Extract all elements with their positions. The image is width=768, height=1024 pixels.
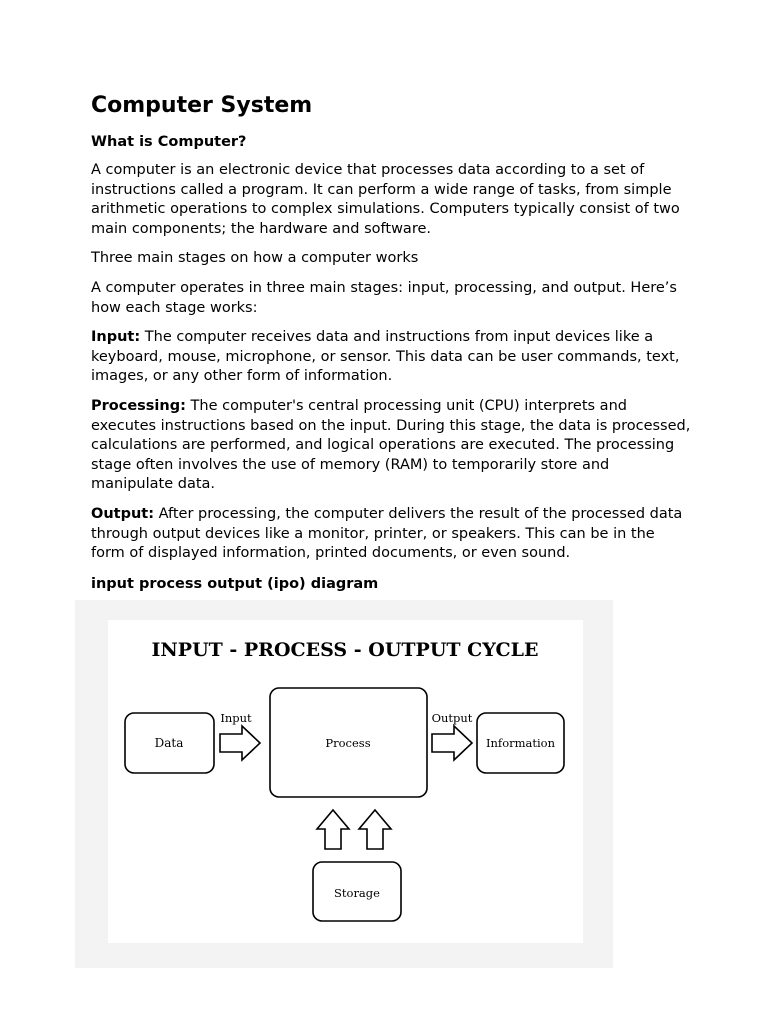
- input-arrow: [220, 726, 260, 760]
- storage-up-arrow-right: [359, 810, 391, 849]
- stages-intro-paragraph: A computer operates in three main stages: input, processing, and output. Here’s how each stage works:: [91, 279, 677, 316]
- output-text: After processing, the computer delivers the result of the processed data through output devices like a monitor, printer, or speakers. This can be in the form of displayed information, printed documents, or even sound.: [91, 505, 683, 562]
- output-arrow-label: Output: [431, 711, 473, 725]
- ipo-diagram-canvas: [108, 620, 583, 943]
- figure-caption: input process output (ipo) diagram: [91, 575, 379, 592]
- output-arrow: [432, 726, 472, 760]
- output-paragraph: [91, 505, 691, 564]
- document-body: [91, 91, 691, 594]
- output-label: Output:: [91, 505, 155, 522]
- page-title: Computer System: [91, 93, 313, 118]
- processing-label: Processing:: [91, 397, 186, 414]
- data-box-label: Data: [154, 736, 184, 750]
- information-box-label: Information: [485, 736, 556, 750]
- processing-text: The computer's central processing unit (CPU) interprets and executes instructions based on the input. During this stage, the data is processed, calculations are performed, and logical operations are executed. The processing stage often involves the use of memory (RAM) to temporarily store and manipulate data.: [91, 397, 691, 493]
- intro-paragraph: A computer is an electronic device that processes data according to a set of instructions called a program. It can perform a wide range of tasks, from simple arithmetic operations to complex simulations. Computers typically consist of two main components; the hardware and software.: [91, 162, 680, 237]
- input-paragraph: [91, 328, 691, 387]
- process-box-label: Process: [325, 736, 371, 750]
- input-label: Input:: [91, 329, 141, 346]
- stages-heading: Three main stages on how a computer works: [91, 250, 419, 267]
- ipo-diagram-figure: [75, 600, 613, 968]
- diagram-title: INPUT - PROCESS - OUTPUT CYCLE: [151, 639, 539, 661]
- section-heading-what-is-computer: What is Computer?: [91, 134, 247, 150]
- processing-paragraph: [91, 397, 691, 495]
- input-text: The computer receives data and instructions from input devices like a keyboard, mouse, microphone, or sensor. This data can be user commands, text, images, or any other form of information.: [91, 329, 680, 385]
- storage-box-label: Storage: [334, 886, 380, 900]
- ipo-diagram: [108, 620, 583, 943]
- input-arrow-label: Input: [220, 711, 252, 725]
- storage-up-arrow-left: [317, 810, 349, 849]
